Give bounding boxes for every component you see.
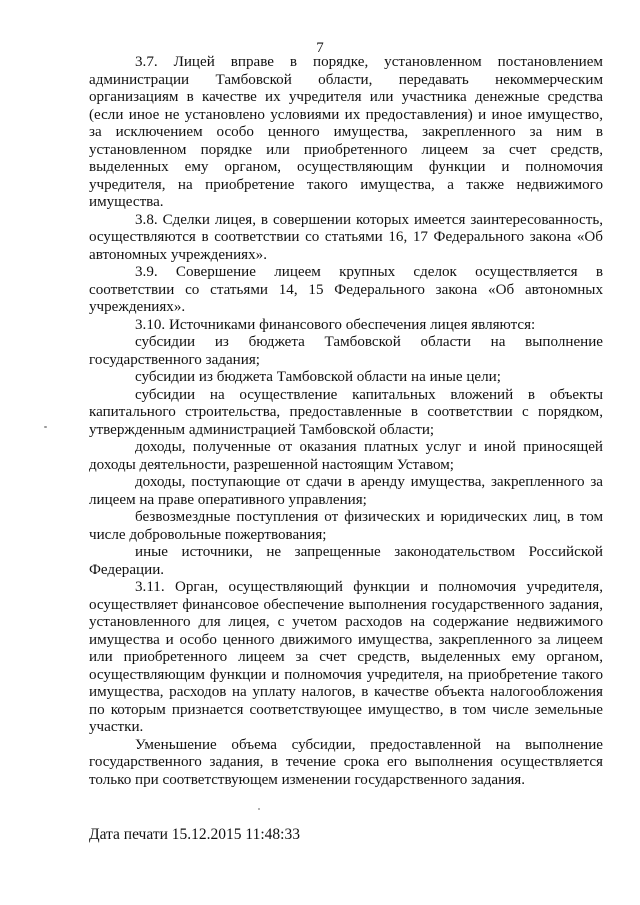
funding-source-item: субсидии на осуществление капитальных вложений в объекты капитального строительства, предоставленные в соответствии с порядком, утвержденным администрацией Тамбовской области; [89,386,603,438]
funding-source-item: доходы, полученные от оказания платных услуг и иной приносящей доходы деятельности, разрешенной настоящим Уставом; [89,439,603,473]
paragraph-3-8: 3.8. Сделки лицея, в совершении которых имеется заинтересованность, осуществляются в соответствии со статьями 16, 17 Федерального закона «Об автономных учреждениях». [89,211,603,263]
scan-speck [258,808,260,810]
scan-speck [44,426,47,428]
paragraph-3-7: 3.7. Лицей вправе в порядке, установленном постановлением администрации Тамбовской области, передавать некоммерческим организациям в качестве их учредителя или участника денежные средства (если иное не установлено условиями их предоставления) и иное имущество, за исключением особо ценного имущества, закрепленного за ним в установленном порядке или приобретенного лицеем за счет средств, выделенных ему органом, осуществляющим функции и полномочия учредителя, на приобретение такого имущества, а также недвижимого имущества. [89,54,603,210]
funding-source-item: безвозмездные поступления от физических и юридических лиц, в том числе добровольные пожертвования; [89,509,603,543]
subsidy-reduction-paragraph: Уменьшение объема субсидии, предоставленной на выполнение государственного задания, в течение срока его выполнения осуществляется только при соответствующем изменении государственного задания. [89,736,603,788]
print-date-footer: Дата печати 15.12.2015 11:48:33 [89,826,300,843]
paragraph-3-11: 3.11. Орган, осуществляющий функции и полномочия учредителя, осуществляет финансовое обеспечение выполнения государственного задания, установленного для лицея, с учетом расходов на содержание недвижимого имущества и особо ценного движимого имущества, закрепленного за лицеем или приобретенного лицеем за счет средств, выделенных ему органом, осуществляющим функции и полномочия учредителя, на приобретение такого имущества, расходов на уплату налогов, в качестве объекта налогообложения по которым признается соответствующее имущество, в том числе земельные участки. [89,579,603,735]
funding-source-item: иные источники, не запрещенные законодательством Российской Федерации. [89,544,603,578]
funding-source-item: субсидии из бюджета Тамбовской области на иные цели; [135,369,501,385]
funding-source-item: субсидии из бюджета Тамбовской области на выполнение государственного задания; [89,334,603,368]
document-body [89,54,603,789]
funding-source-item: доходы, поступающие от сдачи в аренду имущества, закрепленного за лицеем на праве оперативного управления; [89,474,603,508]
page-number: 7 [316,40,324,56]
paragraph-3-10: 3.10. Источниками финансового обеспечения лицея являются: [135,316,536,333]
paragraph-3-9: 3.9. Совершение лицеем крупных сделок осуществляется в соответствии со статьями 14, 15 Федерального закона «Об автономных учреждениях». [89,264,603,315]
